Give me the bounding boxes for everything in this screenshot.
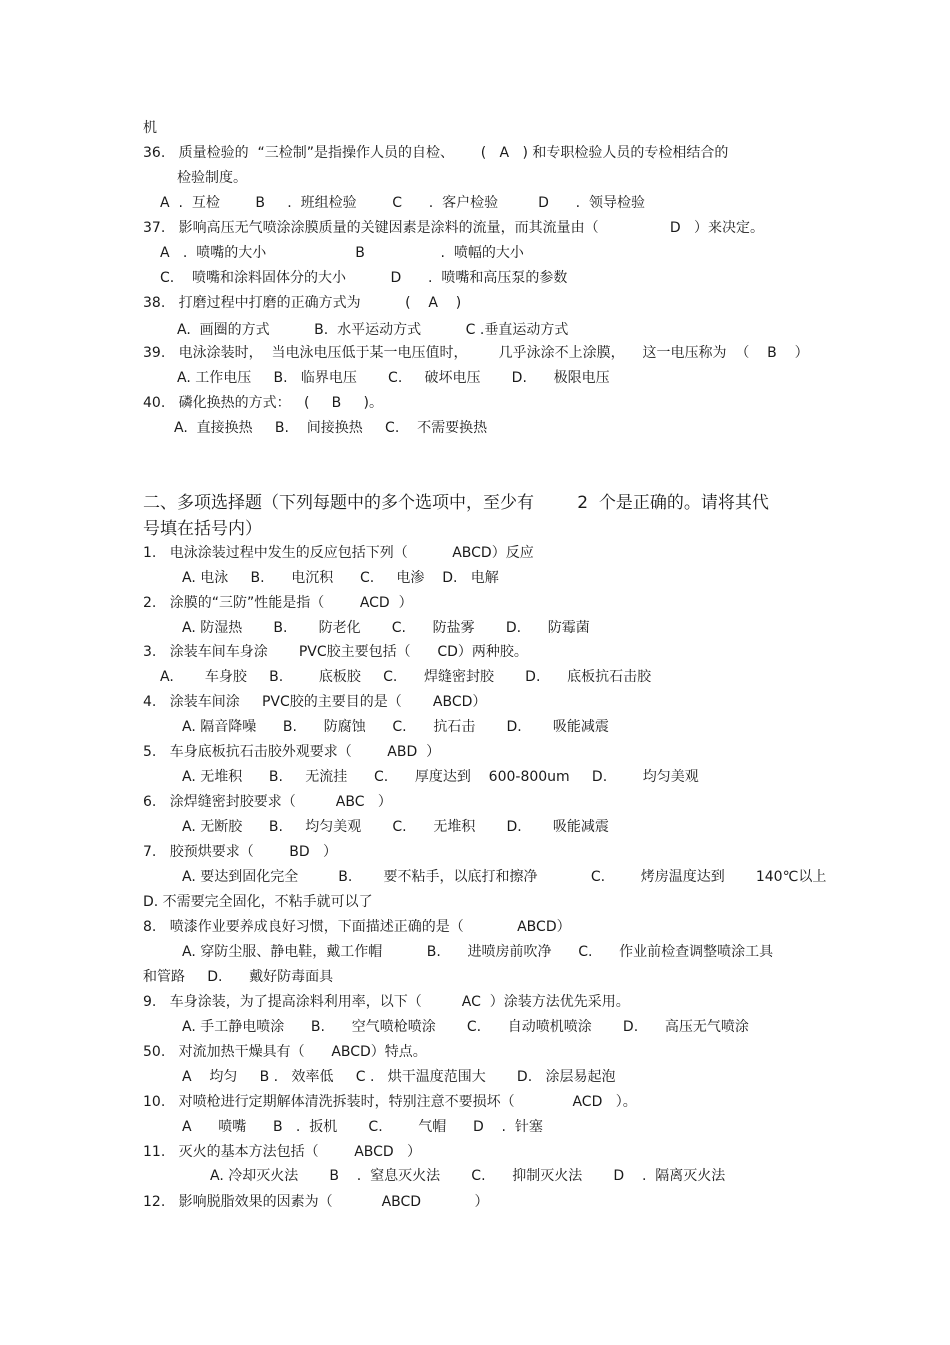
options-line: A. 车身胶 B. 底板胶 C. 焊缝密封胶 D. 底板抗石击胶 — [160, 669, 652, 685]
options-line: A. 无堆积 B. 无流挂 C. 厚度达到 600-800um D. 均匀美观 — [182, 769, 699, 785]
question-9: 9. 车身涂装，为了提高涂料利用率，以下（ AC ）涂装方法优先采用。 — [143, 994, 630, 1010]
options-line: A. 手工静电喷涂 B. 空气喷枪喷涂 C. 自动喷机喷涂 D. 高压无气喷涂 — [182, 1019, 749, 1035]
options-line: A 均匀 B . 效率低 C . 烘干温度范围大 D. 涂层易起泡 — [182, 1069, 616, 1085]
section-heading: 号填在括号内） — [143, 519, 262, 539]
question-7: 7. 胶预烘要求（ BD ） — [143, 844, 338, 860]
question-3: 3. 涂装车间车身涂 PVC胶主要包括（ CD）两种胶。 — [143, 644, 528, 660]
question-1: 1. 电泳涂装过程中发生的反应包括下列（ ABCD）反应 — [143, 545, 534, 561]
options-line: C. 喷嘴和涂料固体分的大小 D . 喷嘴和高压泵的参数 — [160, 270, 568, 286]
question-39: 39. 电泳涂装时， 当电泳电压低于某一电压值时， 几乎泳涂不上涂膜， 这一电压称为 （ B ） — [143, 345, 809, 361]
options-line: A . 喷嘴的大小 B . 喷幅的大小 — [160, 245, 524, 261]
question-4: 4. 涂装车间涂 PVC胶的主要目的是（ ABCD） — [143, 694, 487, 710]
options-line: A. 电泳 B. 电沉积 C. 电渗 D. 电解 — [182, 570, 499, 586]
options-line: A 喷嘴 B . 扳机 C. 气帽 D . 针塞 — [182, 1119, 543, 1135]
question-12: 12. 影响脱脂效果的因素为（ ABCD ） — [143, 1194, 489, 1210]
options-line: A. 防湿热 B. 防老化 C. 防盐雾 D. 防霉菌 — [182, 620, 590, 636]
options-line: A. 工作电压 B. 临界电压 C. 破坏电压 D. 极限电压 — [177, 370, 610, 386]
text-line: 机 — [143, 120, 157, 136]
options-line: A . 互检 B . 班组检验 C . 客户检验 D . 领导检验 — [160, 195, 645, 211]
options-line: A. 无断胶 B. 均匀美观 C. 无堆积 D. 吸能减震 — [182, 819, 609, 835]
text-line: 检验制度。 — [177, 170, 247, 186]
options-line: A. 穿防尘服、静电鞋，戴工作帽 B. 进喷房前吹净 C. 作业前检查调整喷涂工具 — [182, 944, 774, 960]
question-40: 40. 磷化换热的方式： ( B )。 — [143, 395, 383, 411]
question-50: 50. 对流加热干燥具有（ ABCD）特点。 — [143, 1044, 427, 1060]
options-line: 和管路 D. 戴好防毒面具 — [143, 969, 334, 985]
question-37: 37. 影响高压无气喷涂涂膜质量的关键因素是涂料的流量，而其流量由（ D ）来决定。 — [143, 220, 764, 236]
question-8: 8. 喷漆作业要养成良好习惯，下面描述正确的是（ ABCD） — [143, 919, 571, 935]
options-line: A. 直接换热 B. 间接换热 C. 不需要换热 — [174, 420, 488, 436]
options-line: A. 冷却灭火法 B . 窒息灭火法 C. 抑制灭火法 D . 隔离灭火法 — [210, 1168, 726, 1184]
options-line: A. 隔音降噪 B. 防腐蚀 C. 抗石击 D. 吸能减震 — [182, 719, 609, 735]
question-38: 38. 打磨过程中打磨的正确方式为 ( A ) — [143, 295, 462, 311]
options-line: A. 要达到固化完全 B. 要不粘手，以底打和擦净 C. 烤房温度达到 140℃以上 — [182, 869, 827, 885]
question-2: 2. 涂膜的“三防”性能是指（ ACD ） — [143, 595, 413, 611]
section-heading: 二、多项选择题（下列每题中的多个选项中，至少有 2 个是正确的。请将其代 — [143, 493, 769, 513]
question-10: 10. 对喷枪进行定期解体清洗拆装时，特别注意不要损坏（ ACD ）。 — [143, 1094, 637, 1110]
question-5: 5. 车身底板抗石击胶外观要求（ ABD ） — [143, 744, 441, 760]
question-6: 6. 涂焊缝密封胶要求（ ABC ） — [143, 794, 392, 810]
question-36: 36. 质量检验的 “三检制”是指操作人员的自检、 ( A ) 和专职检验人员的专检相结合的 — [143, 145, 729, 161]
question-11: 11. 灭火的基本方法包括（ ABCD ） — [143, 1144, 422, 1160]
options-line: D. 不需要完全固化，不粘手就可以了 — [143, 894, 373, 910]
options-line: A. 画圈的方式 B. 水平运动方式 C .垂直运动方式 — [177, 322, 569, 338]
